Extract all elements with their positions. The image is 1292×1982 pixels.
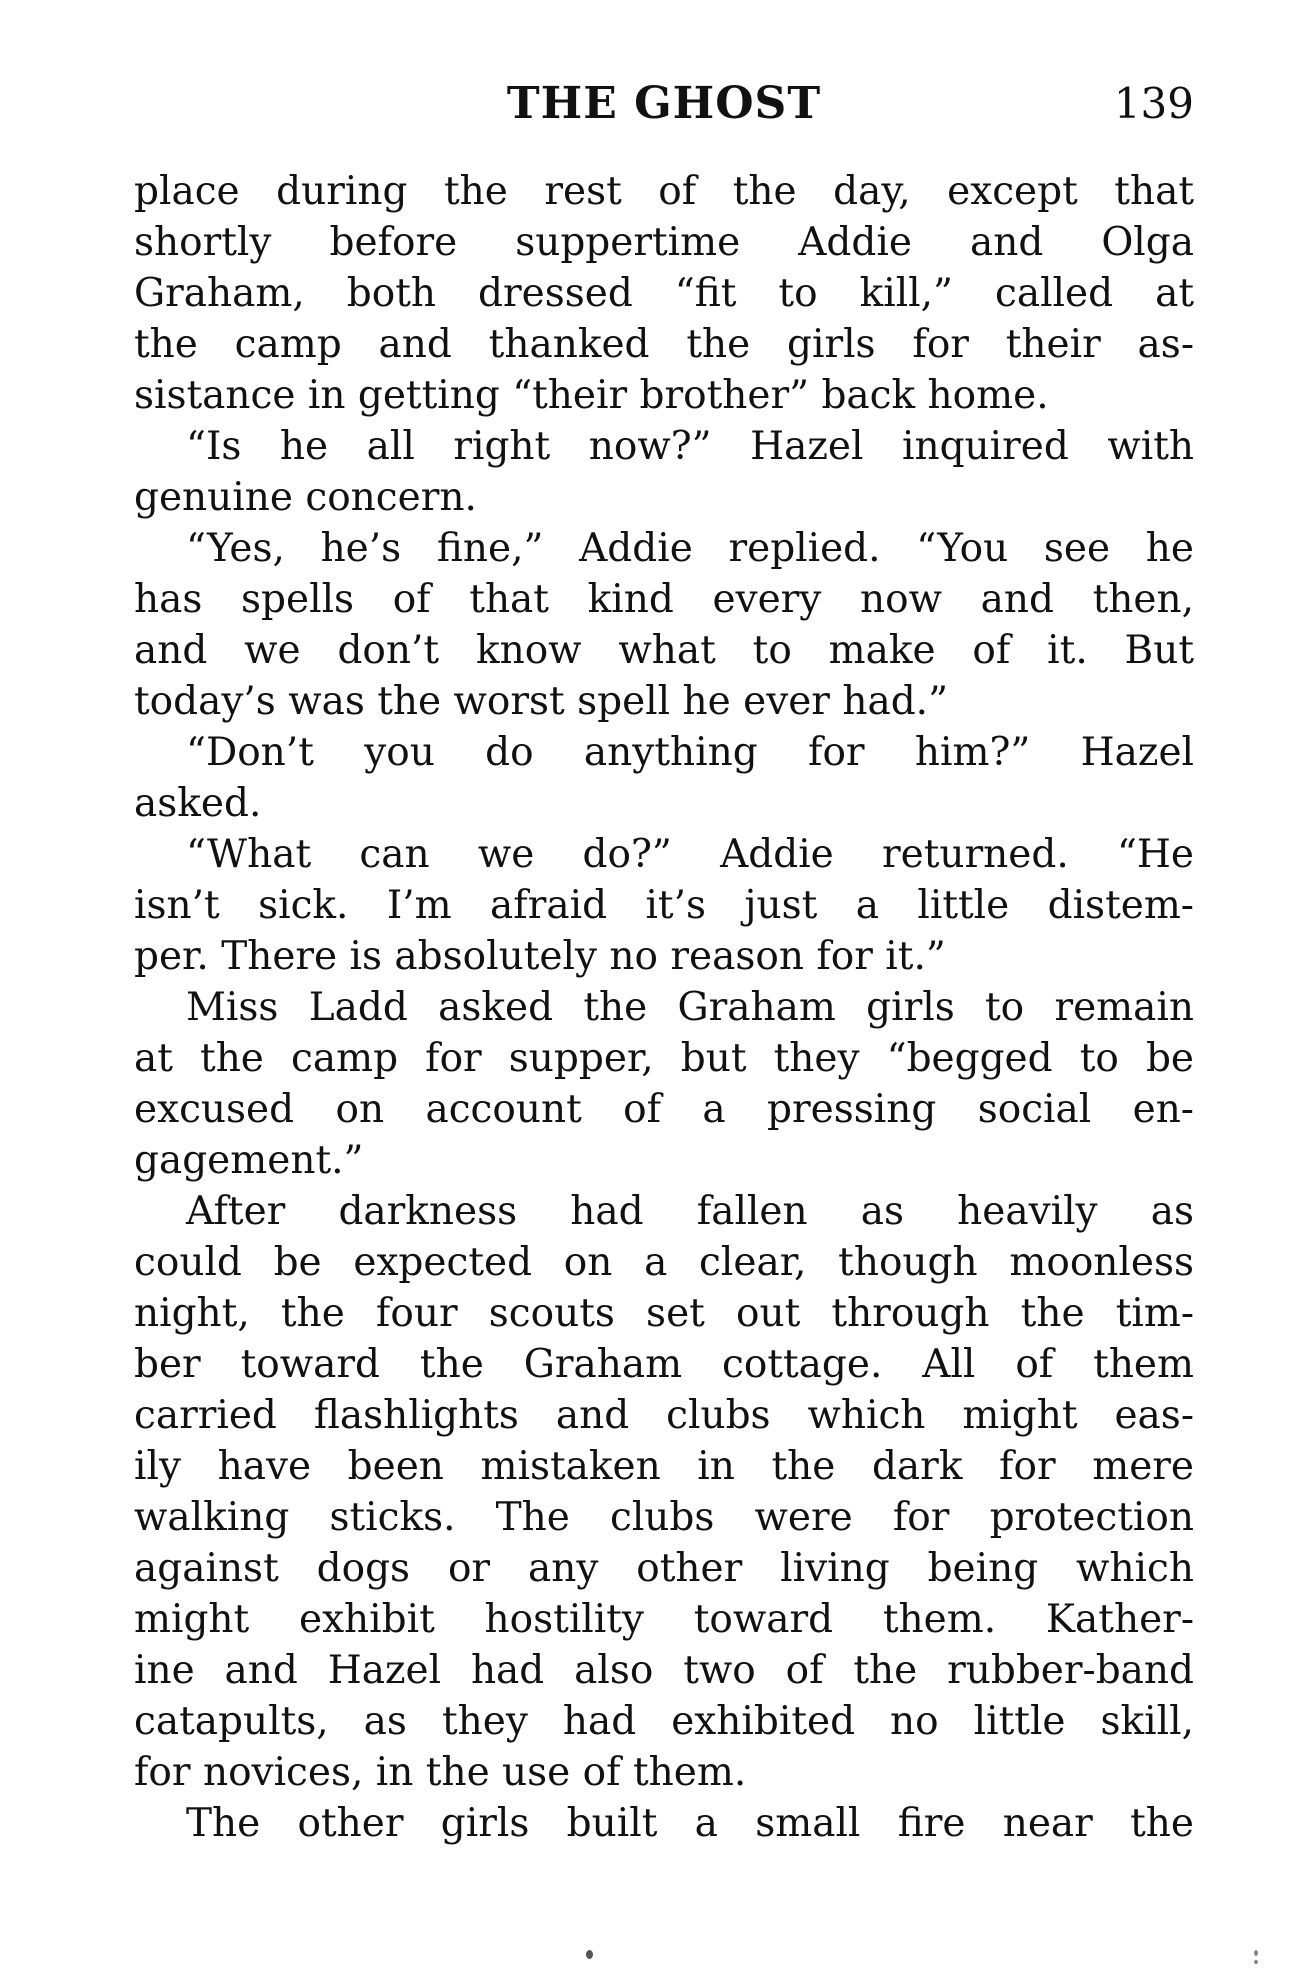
- text-line: place during the rest of the day, except that: [134, 169, 1194, 214]
- text-line: asked.: [134, 781, 262, 826]
- text-line: per. There is absolutely no reason for it.”: [134, 934, 946, 979]
- text-line: catapults, as they had exhibited no little skill,: [134, 1699, 1194, 1744]
- text-line: ber toward the Graham cottage. All of them: [134, 1342, 1194, 1387]
- text-line: “Is he all right now?” Hazel inquired with: [186, 424, 1194, 469]
- text-line: shortly before suppertime Addie and Olga: [134, 220, 1194, 265]
- page-number: 139: [1113, 79, 1194, 128]
- text-line: walking sticks. The clubs were for protection: [134, 1495, 1194, 1540]
- text-line: gagement.”: [134, 1138, 364, 1183]
- text-line: at the camp for supper, but they “begged to be: [134, 1036, 1194, 1081]
- text-line: “Don’t you do anything for him?” Hazel: [186, 730, 1194, 775]
- text-line: sistance in getting “their brother” back home.: [134, 373, 1049, 418]
- text-line: “What can we do?” Addie returned. “He: [186, 832, 1194, 877]
- text-line: has spells of that kind every now and then,: [134, 577, 1194, 622]
- body-text: [134, 166, 1194, 1849]
- text-line: excused on account of a pressing social en-: [134, 1087, 1194, 1132]
- print-speck: [1254, 1960, 1258, 1964]
- print-speck: [586, 1950, 593, 1959]
- text-line: night, the four scouts set out through the tim-: [134, 1291, 1194, 1336]
- text-line: for novices, in the use of them.: [134, 1750, 747, 1795]
- text-line: The other girls built a small fire near the: [186, 1801, 1194, 1846]
- text-line: ily have been mistaken in the dark for mere: [134, 1444, 1194, 1489]
- text-line: the camp and thanked the girls for their as-: [134, 322, 1194, 367]
- text-line: “Yes, he’s fine,” Addie replied. “You see he: [186, 526, 1194, 571]
- text-line: against dogs or any other living being which: [134, 1546, 1194, 1591]
- text-line: and we don’t know what to make of it. But: [134, 628, 1194, 673]
- text-line: genuine concern.: [134, 475, 477, 520]
- text-line: today’s was the worst spell he ever had.”: [134, 679, 949, 724]
- print-speck: [1254, 1950, 1258, 1956]
- text-line: might exhibit hostility toward them. Kather-: [134, 1597, 1194, 1642]
- text-line: After darkness had fallen as heavily as: [186, 1189, 1194, 1234]
- text-line: ine and Hazel had also two of the rubber-band: [134, 1648, 1194, 1693]
- text-line: Graham, both dressed “fit to kill,” called at: [134, 271, 1194, 316]
- text-line: carried flashlights and clubs which might eas-: [134, 1393, 1194, 1438]
- text-line: isn’t sick. I’m afraid it’s just a little distem-: [134, 883, 1194, 928]
- text-line: could be expected on a clear, though moonless: [134, 1240, 1194, 1285]
- text-line: Miss Ladd asked the Graham girls to remain: [186, 985, 1194, 1030]
- running-head: [134, 74, 1194, 134]
- running-title: THE GHOST: [506, 78, 822, 129]
